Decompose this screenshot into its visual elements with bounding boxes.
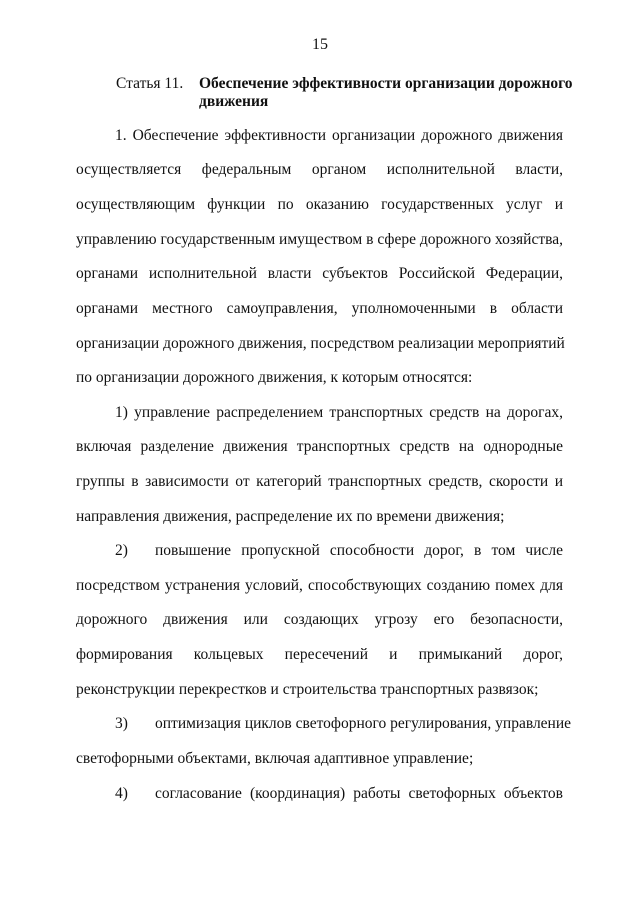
list-item-line: группы в зависимости от категорий транспортных средств, скорости и (76, 473, 563, 490)
list-item-number: 4) (115, 785, 128, 802)
page-number: 15 (312, 36, 328, 53)
list-item-line: 1) управление распределением транспортных средств на дорогах, (115, 404, 563, 421)
paragraph-line: по организации дорожного движения, к которым относятся: (76, 369, 473, 386)
list-item-number: 2) (115, 542, 128, 559)
paragraph-line: органами исполнительной власти субъектов Российской Федерации, (76, 265, 563, 282)
list-item-line: согласование (координация) работы светофорных объектов (155, 785, 563, 802)
article-title-line: движения (199, 93, 269, 110)
article-label: Статья 11. (116, 75, 184, 92)
paragraph-line: осуществляется федеральным органом исполнительной власти, (76, 161, 563, 178)
list-item-line: оптимизация циклов светофорного регулирования, управление (155, 715, 572, 732)
article-title-line: Обеспечение эффективности организации дорожного (199, 75, 573, 92)
list-item-line: формирования кольцевых пересечений и примыканий дорог, (76, 646, 563, 663)
paragraph-line: осуществляющим функции по оказанию государственных услуг и (76, 196, 563, 213)
list-item-line: включая разделение движения транспортных средств на однородные (76, 438, 563, 455)
list-item-line: дорожного движения или создающих угрозу его безопасности, (76, 611, 563, 628)
paragraph-line: организации дорожного движения, посредством реализации мероприятий (76, 335, 565, 352)
list-item-line: светофорными объектами, включая адаптивное управление; (76, 750, 474, 767)
list-item-number: 3) (115, 715, 128, 732)
list-item-line: реконструкции перекрестков и строительства транспортных развязок; (76, 681, 539, 698)
paragraph-line: органами местного самоуправления, уполномоченными в области (76, 300, 563, 317)
paragraph-line: 1. Обеспечение эффективности организации дорожного движения (115, 127, 563, 144)
list-item-line: посредством устранения условий, способствующих созданию помех для (76, 577, 563, 594)
list-item-line: повышение пропускной способности дорог, в том числе (155, 542, 563, 559)
list-item-line: направления движения, распределение их по времени движения; (76, 508, 505, 525)
article-title (199, 75, 579, 111)
paragraph-line: управлению государственным имуществом в сфере дорожного хозяйства, (76, 231, 563, 248)
